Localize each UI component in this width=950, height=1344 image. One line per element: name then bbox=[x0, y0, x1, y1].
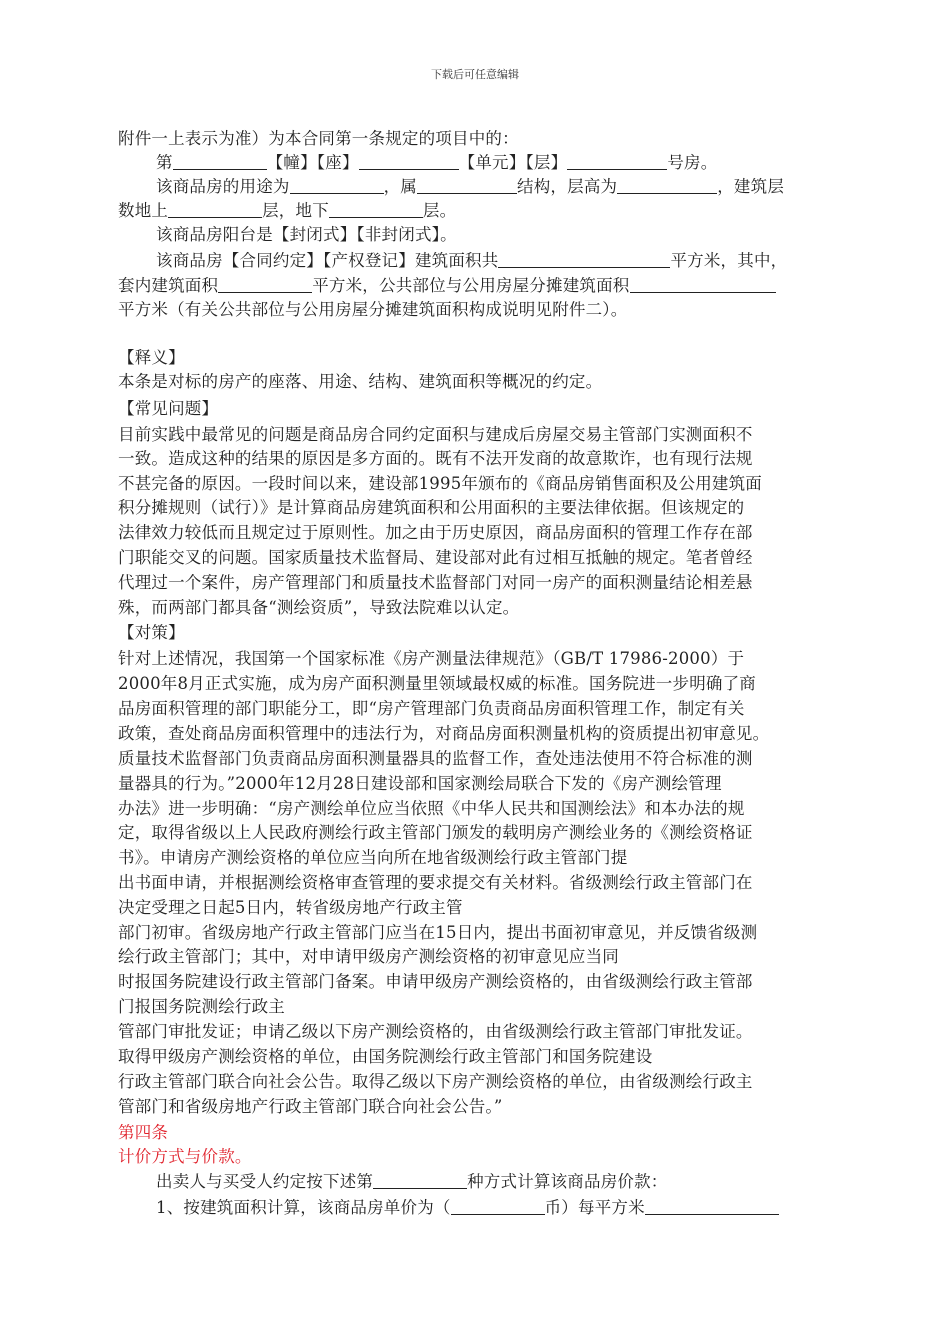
pricing-method-line bbox=[156, 1170, 876, 1194]
text-line: 管部门审批发证；申请乙级以下房产测绘资格的，由省级测绘行政主管部门审批发证。 bbox=[118, 1022, 753, 1041]
text-span: 层，地下 bbox=[262, 201, 329, 220]
text-span: 种方式计算该商品房价款： bbox=[467, 1172, 668, 1191]
text-line: 附件一上表示为准）为本合同第一条规定的项目中的： bbox=[118, 129, 519, 148]
text-line: 不甚完备的原因。一段时间以来，建设部1995年颁布的《商品房销售面积及公用建筑面 bbox=[118, 474, 762, 493]
text-line: 殊，而两部门都具备“测绘资质”，导致法院难以认定。 bbox=[118, 598, 520, 617]
text-line: 时报国务院建设行政主管部门备案。申请甲级房产测绘资格的，由省级测绘行政主管部 bbox=[118, 972, 753, 991]
usage-line bbox=[156, 175, 876, 199]
text-span: 【幢】【座】 bbox=[266, 153, 359, 172]
unit-price-line bbox=[156, 1196, 876, 1220]
blank-field bbox=[645, 1198, 779, 1215]
text-span: 【单元】【层】 bbox=[458, 153, 568, 172]
blank-field bbox=[417, 177, 517, 194]
blank-field bbox=[218, 276, 312, 293]
text-span: 层。 bbox=[422, 201, 457, 220]
blank-field bbox=[630, 276, 776, 293]
section-heading-wenti: 【常见问题】 bbox=[118, 399, 219, 418]
text-line: 书》。申请房产测绘资格的单位应当向所在地省级测绘行政主管部门提 bbox=[118, 848, 628, 867]
text-line: 法律效力较低而且规定过于原则性。加之由于历史原因，商品房面积的管理工作存在部 bbox=[118, 523, 753, 542]
text-span: 号房。 bbox=[667, 153, 718, 172]
article-title: 第四条 bbox=[118, 1123, 169, 1142]
text-span: ，建筑层 bbox=[717, 177, 785, 196]
blank-field bbox=[329, 201, 423, 218]
text-line: 定，取得省级以上人民政府测绘行政主管部门颁发的载明房产测绘业务的《测绘资格证 bbox=[118, 823, 753, 842]
text-line: 积分摊规则（试行）》是计算商品房建筑面积和公用面积的主要法律依据。但该规定的 bbox=[118, 498, 745, 517]
section-heading-duice: 【对策】 bbox=[118, 623, 185, 642]
text-line: 取得甲级房产测绘资格的单位，由国务院测绘行政主管部门和国务院建设 bbox=[118, 1047, 653, 1066]
text-line: 管部门和省级房地产行政主管部门联合向社会公告。” bbox=[118, 1097, 503, 1116]
text-line: 行政主管部门联合向社会公告。取得乙级以下房产测绘资格的单位，由省级测绘行政主 bbox=[118, 1072, 753, 1091]
inner-area-line bbox=[118, 274, 838, 298]
blank-field bbox=[498, 251, 670, 268]
text-span: 平方米，公共部位与公用房屋分摊建筑面积 bbox=[312, 276, 630, 295]
text-span: 平方米，其中， bbox=[670, 251, 788, 270]
text-span: 第 bbox=[156, 153, 173, 172]
text-line: 量器具的行为。”2000年12月28日建设部和国家测绘局联合下发的《房产测绘管理 bbox=[118, 774, 722, 793]
text-span: 出卖人与买受人约定按下述第 bbox=[156, 1172, 374, 1191]
text-span: 1、按建筑面积计算，该商品房单价为（ bbox=[156, 1198, 451, 1217]
text-line: 本条是对标的房产的座落、用途、结构、建筑面积等概况的约定。 bbox=[118, 372, 603, 391]
text-span: 该商品房的用途为 bbox=[156, 177, 290, 196]
blank-field bbox=[173, 153, 267, 170]
text-span: 结构，层高为 bbox=[517, 177, 618, 196]
area-line bbox=[156, 249, 876, 273]
text-line: 一致。造成这种的结果的原因是多方面的。既有不法开发商的故意欺诈，也有现行法规 bbox=[118, 449, 753, 468]
text-span: 套内建筑面积 bbox=[118, 276, 219, 295]
text-line: 平方米（有关公共部位与公用房屋分摊建筑面积构成说明见附件二）。 bbox=[118, 300, 628, 319]
text-span: 该商品房【合同约定】【产权登记】建筑面积共 bbox=[156, 251, 499, 270]
text-line: 绘行政主管部门；其中，对申请甲级房产测绘资格的初审意见应当同 bbox=[118, 947, 619, 966]
text-span: 数地上 bbox=[118, 201, 169, 220]
text-line: 针对上述情况，我国第一个国家标准《房产测量法律规范》（GB/T 17986-2000）于 bbox=[118, 649, 745, 668]
text-line: 门报国务院测绘行政主 bbox=[118, 997, 285, 1016]
text-line: 2000年8月正式实施，成为房产面积测量里领域最权威的标准。国务院进一步明确了商 bbox=[118, 674, 756, 693]
blank-field bbox=[359, 153, 459, 170]
text-line: 目前实践中最常见的问题是商品房合同约定面积与建成后房屋交易主管部门实测面积不 bbox=[118, 425, 753, 444]
article-subtitle: 计价方式与价款。 bbox=[118, 1147, 252, 1166]
text-line: 政策，查处商品房面积管理中的违法行为，对商品房面积测量机构的资质提出初审意见。 bbox=[118, 724, 770, 743]
text-line: 品房面积管理的部门职能分工，即“房产管理部门负责商品房面积管理工作，制定有关 bbox=[118, 699, 745, 718]
text-line: 决定受理之日起5日内，转省级房地产行政主管 bbox=[118, 898, 463, 917]
text-line: 代理过一个案件，房产管理部门和质量技术监督部门对同一房产的面积测量结论相差悬 bbox=[118, 573, 753, 592]
section-heading-shiyi: 【释义】 bbox=[118, 348, 185, 367]
text-span: 币）每平方米 bbox=[544, 1198, 645, 1217]
blank-field bbox=[617, 177, 717, 194]
text-line: 办法》进一步明确：“房产测绘单位应当依照《中华人民共和国测绘法》和本办法的规 bbox=[118, 799, 745, 818]
text-span: ，属 bbox=[383, 177, 418, 196]
balcony-line: 该商品房阳台是【封闭式】【非封闭式】。 bbox=[156, 225, 457, 244]
blank-field bbox=[290, 177, 384, 194]
text-line: 部门初审。省级房地产行政主管部门应当在15日内，提出书面初审意见，并反馈省级测 bbox=[118, 923, 758, 942]
floors-line bbox=[118, 199, 838, 223]
text-line: 质量技术监督部门负责商品房面积测量器具的监督工作，查处违法使用不符合标准的测 bbox=[118, 749, 753, 768]
text-line: 门职能交叉的问题。国家质量技术监督局、建设部对此有过相互抵触的规定。笔者曾经 bbox=[118, 548, 753, 567]
blank-field bbox=[567, 153, 667, 170]
blank-field bbox=[373, 1172, 467, 1189]
blank-field bbox=[451, 1198, 545, 1215]
page-header: 下载后可任意编辑 bbox=[431, 68, 519, 81]
text-line: 出书面申请，并根据测绘资格审查管理的要求提交有关材料。省级测绘行政主管部门在 bbox=[118, 873, 753, 892]
unit-number-line bbox=[156, 151, 876, 175]
blank-field bbox=[168, 201, 262, 218]
